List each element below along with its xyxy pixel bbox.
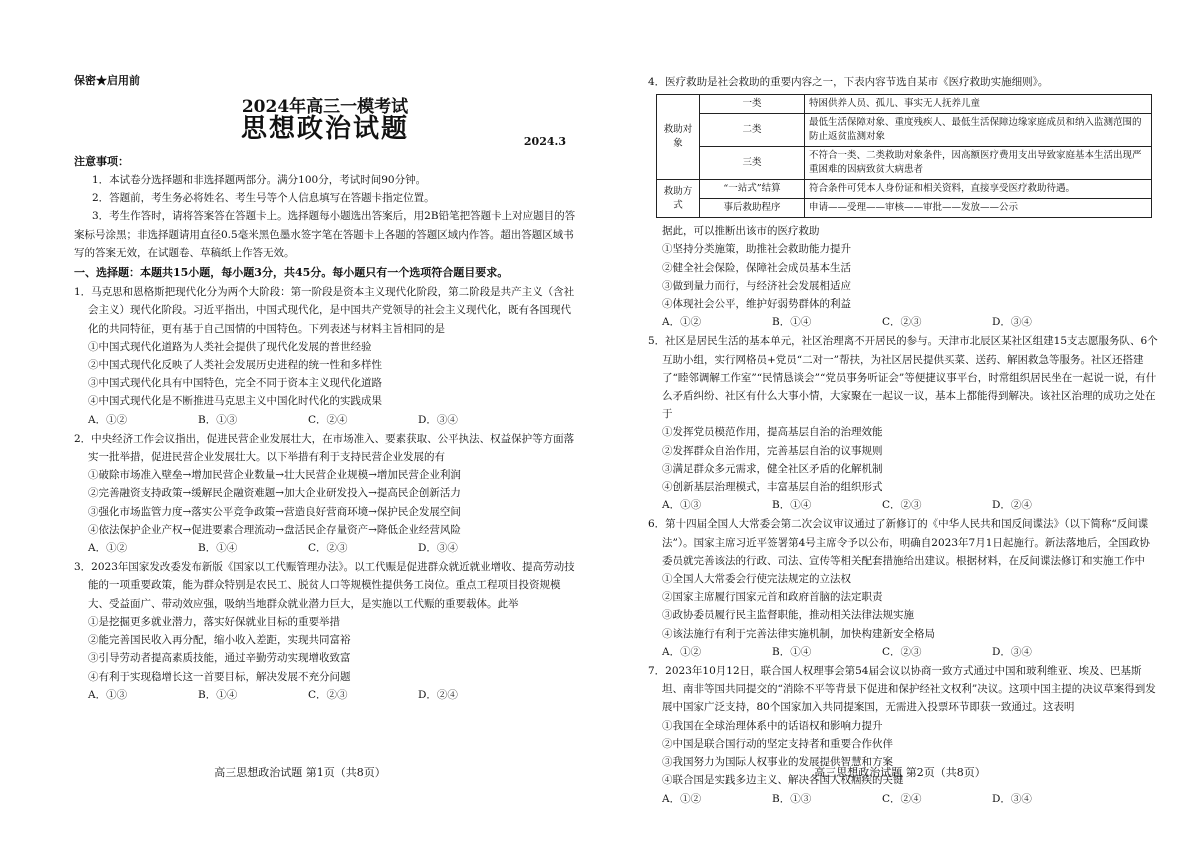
choice: D．②④ [418,688,458,701]
choice: D．③④ [992,792,1032,805]
notice-item: 3．考生作答时，请将答案答在答题卡上。选择题每小题选出答案后，用2B铅笔把答题卡上对应题目的答案标号涂黑；非选择题请用直径0.5毫米黑色墨水签字笔在答题卡上各题的答题区域内作答。超出答题区域书写的答案无效，在试题卷、草稿纸上作答无效。 [74,210,576,259]
page-footer: 高三思想政治试题 第2页（共8页） [814,765,986,779]
choice: A．①② [662,645,702,658]
option: ①我国在全球治理体系中的话语权和影响力提升 [662,719,883,732]
option: ③我国努力为国际人权事业的发展提供智慧和方案 [662,756,893,769]
notice-heading: 注意事项： [74,154,129,168]
option: ②能完善国民收入再分配，缩小收入差距，实现共同富裕 [88,634,351,647]
page-footer: 高三思想政治试题 第1页（共8页） [214,765,386,779]
question [74,558,576,704]
option: ②完善融资支持政策→缓解民企融资难题→加大企业研发投入→提高民企创新活力 [88,487,461,500]
option: ④该法施行有利于完善法律实施机制，加快构建新安全格局 [662,627,935,640]
table-desc: 不符合一类、二类救助对象条件，因高额医疗费用支出导致家庭基本生活出现严重困难的因病致贫大病患者 [805,147,1152,180]
option: ①破除市场准入壁垒→增加民营企业数量→壮大民营企业规模→增加民营企业利润 [88,469,461,482]
choice: A．①② [88,413,128,426]
question [648,662,1160,808]
table-type: “一站式”结算 [700,180,805,199]
choice: C．②④ [308,413,348,426]
table-type: 一类 [700,95,805,114]
answer-choices [74,411,576,429]
option: ③中国式现代化具有中国特色，完全不同于资本主义现代化道路 [88,377,382,390]
table-type: 二类 [700,114,805,147]
question-stem: 3．2023年国家发改委发布新版《国家以工代赈管理办法》。以工代赈是促进群众就近就业增收、提高劳动技能的一项重要政策，能为群众特别是农民工、脱贫人口等规模性提供务工岗位。重点工程项目投资规模大、受益面广、带动效应强，吸纳当地群众就业潜力巨大，是实施以工代赈的重要载体。此举 [74,561,575,610]
choice: A．①② [88,542,128,555]
question-stem: 1．马克思和恩格斯把现代化分为两个大阶段：第一阶段是资本主义现代化阶段，第二阶段是共产主义（含社会主义）现代化阶段。习近平指出，中国式现代化，是中国共产党领导的社会主义现代化，既有各国现代化的共同特征，更有基于自己国情的中国特色。下列表述与材料主旨相同的是 [74,286,575,335]
option: ③政协委员履行民主监督职能，推动相关法律法规实施 [662,609,914,622]
section-heading: 一、选择题：本题共15小题，每小题3分，共45分。每小题只有一个选项符合题目要求。 [74,266,509,280]
choice: D．③④ [418,542,458,555]
option: ④依法保护企业产权→促进要素合理流动→盘活民企存量资产→降低企业经营风险 [88,523,461,536]
target-label: 救助对象 [657,95,700,180]
choice: D．③④ [992,645,1032,658]
choice: C．②③ [308,542,348,555]
option: ②发挥群众自治作用，完善基层自治的议事规则 [662,444,883,457]
choice: D．②④ [992,499,1032,512]
option: ③满足群众多元需求，健全社区矛盾的化解机制 [662,462,883,475]
choice: C．②③ [882,645,922,658]
aid-table [656,94,1152,218]
choice: B．①④ [772,316,812,329]
method-label: 救助方式 [657,180,700,218]
choice: C．②④ [882,792,922,805]
question-stem: 5．社区是居民生活的基本单元，社区治理离不开居民的参与。天津市北辰区某社区组建15支志愿服务队、6个互助小组，实行网格员+党员“二对一”帮扶，为社区居民提供买菜、送药、解困救急等服务。社区还搭建了“睦邻调解工作室”“民情恳谈会”“党员事务听证会”等便捷议事平台，时常组织居民坐在一起说一说，有什么矛盾纠纷、社区有什么大事小情，大家聚在一起议一议，基本上都能得到解决。该社区治理的成功之处在于 [648,335,1158,421]
option: ③做到量力而行，与经济社会发展相适应 [662,279,851,292]
exam-date: 2024.3 [523,134,566,148]
answer-choices [648,313,1160,331]
table-desc: 特困供养人员、孤儿、事实无人抚养儿童 [805,95,1152,114]
choice: B．①④ [772,499,812,512]
question [74,430,576,557]
choice: A．①② [662,792,702,805]
choice: B．①④ [198,688,238,701]
option: ④体现社会公平，维护好弱势群体的利益 [662,298,851,311]
choice: B．①④ [198,542,238,555]
question-stem: 4．医疗救助是社会救助的重要内容之一，下表内容节选自某市《医疗救助实施细则》。 [648,76,1049,88]
right-question-list [648,332,1160,807]
option: ①坚持分类施策，助推社会救助能力提升 [662,243,851,256]
answer-choices [74,539,576,557]
question [648,515,1160,661]
choice: B．①③ [198,413,238,426]
option: ③引导劳动者提高素质技能，通过辛勤劳动实现增收致富 [88,652,351,665]
option: ①中国式现代化道路为人类社会提供了现代化发展的普世经验 [88,340,372,353]
option: ②健全社会保险，保障社会成员基本生活 [662,261,851,274]
option: ③强化市场监管力度→落实公平竞争政策→营造良好营商环境→保护民企发展空间 [88,505,461,518]
notice-item: 2．答题前，考生务必将姓名、考生号等个人信息填写在答题卡指定位置。 [92,192,435,205]
question-stem: 据此，可以推断出该市的医疗救助 [662,225,820,238]
question-stem: 6．第十四届全国人大常委会第二次会议审议通过了新修订的《中华人民共和国反间谍法》（以下简称“反间谍法”）。国家主席习近平签署第4号主席令予以公布，明确自2023年7月1日起施行。新法落地后，全国政协委员就完善该法的行政、司法、宣传等相关配套措施给出建议。根据材料，在反间谍法修订和实施工作中 [648,518,1150,567]
confidential-label: 保密★启用前 [74,74,140,87]
table-desc: 符合条件可凭本人身份证和相关资料，直接享受医疗救助待遇。 [805,180,1152,199]
table-desc: 最低生活保障对象、重度残疾人、最低生活保障边缘家庭成员和纳入监测范围的防止返贫监测对象 [805,114,1152,147]
option: ④有利于实现稳增长这一首要目标，解决发展不充分问题 [88,670,351,683]
table-type: 三类 [700,147,805,180]
answer-choices [648,643,1160,661]
option: ④创新基层治理模式，丰富基层自治的组织形式 [662,481,883,494]
table-desc: 申请——受理——审核——审批——发放——公示 [805,199,1152,218]
choice: A．①③ [662,499,702,512]
exam-title: 2024年高三一模考试 [241,97,409,118]
option: ②中国式现代化反映了人类社会发展历史进程的统一性和多样性 [88,359,382,372]
choice: C．②③ [882,316,922,329]
choice: D．③④ [418,413,458,426]
question [648,73,1160,331]
answer-choices [648,496,1160,514]
subject-title: 思想政治试题 [240,114,409,145]
choice: C．②③ [882,499,922,512]
choice: C．②③ [308,688,348,701]
right-page [600,0,1200,848]
choice: B．①④ [772,645,812,658]
option: ①全国人大常委会行使完法规定的立法权 [662,573,851,586]
choice: D．③④ [992,316,1032,329]
question [74,283,576,429]
option: ①是挖掘更多就业潜力，落实好保就业目标的重要举措 [88,615,340,628]
answer-choices [648,790,1160,808]
option: ②中国是联合国行动的坚定支持者和重要合作伙伴 [662,737,893,750]
choice: A．①② [662,316,702,329]
question-stem: 7．2023年10月12日，联合国人权理事会第54届会议以协商一致方式通过中国和玻利维亚、埃及、巴基斯坦、南非等国共同提交的“消除不平等背景下促进和保护经社文权利”决议。这项中国主提的决议草案得到发展中国家广泛支持，80个国家加入共同提案国，无需进入投票环节即获一致通过。这表明 [648,665,1156,714]
question-stem: 2．中央经济工作会议指出，促进民营企业发展壮大，在市场准入、要素获取、公平执法、权益保护等方面落实一批举措，促进民营企业发展壮大。以下举措有利于支持民营企业发展的有 [74,432,575,464]
choice: A．①③ [88,688,128,701]
option: ①发挥党员模范作用，提高基层自治的治理效能 [662,426,883,439]
option: ④联合国是实践多边主义、解决各国人权痼疾的关键 [662,774,904,787]
option: ④中国式现代化是不断推进马克思主义中国化时代化的实践成果 [88,395,382,408]
option: ②国家主席履行国家元首和政府首脑的法定职责 [662,591,883,604]
notice-item: 1．本试卷分选择题和非选择题两部分。满分100分，考试时间90分钟。 [92,174,427,187]
choice: B．①③ [772,792,812,805]
left-question-list [74,283,576,704]
answer-choices [74,686,576,704]
table-type: 事后救助程序 [700,199,805,218]
question [648,332,1160,514]
